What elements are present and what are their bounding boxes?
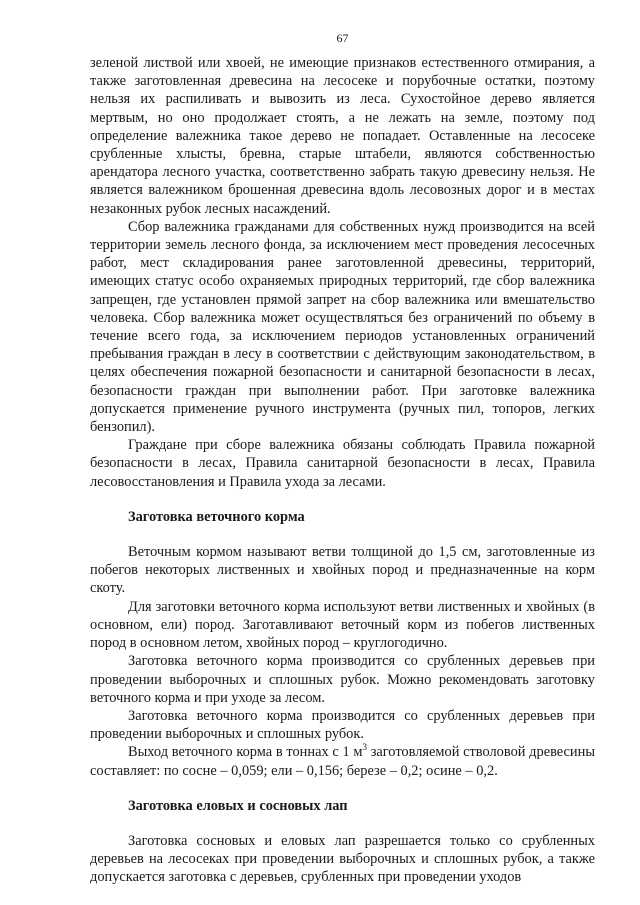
paragraph-deadwood-definition: зеленой листвой или хвоей, не имеющие признаков естественного отмирания, а также заготовленная древесина на лесосеке и порубочные остатки, поэтому нельзя их распиливать и вывозить из леса. Сухостойное дерево является мертвым, но оно продолжает стоять, а не лежать на земле, поэтому под определение валежника такое дерево не попадает. Оставленные на лесосеке срубленные хлысты, бревна, старые штабели, являются собственностью арендатора лесного участка, соответственно забрать такую древесину нельзя. Не является валежником брошенная древесина вдоль лесовозных дорог и в местах незаконных рубок лесных насаждений. [90,55,595,217]
page-number: 67 [336,31,349,45]
spacer [90,491,595,508]
spacer [90,815,595,832]
section-heading-branch-feed: Заготовка веточного корма [128,508,305,525]
paragraph-branch-feed-harvest: Заготовка веточного корма производится со срубленных деревьев при проведении выборочных и сплошных рубок. Можно рекомендовать заготовку веточного корма и при уходе за лесом. [90,653,595,706]
cubic-superscript: 3 [362,742,367,753]
paragraph-branch-feed-felling: Заготовка веточного корма производится со срубленных деревьев при проведении выборочных и сплошных рубок. [90,707,595,743]
yield-text-end: заготовляемой стволовой древесины составляет: по сосне – 0,059; ели – 0,156; березе – 0,2; осине – 0,2. [90,744,595,779]
spacer [90,780,595,797]
paragraph-branch-feed-definition: Веточным кормом называют ветви толщиной до 1,5 см, заготовленные из побегов некоторых лиственных и хвойных пород и предназначенные на корм скоту. [90,544,595,597]
paragraph-branch-feed-species: Для заготовки веточного корма используют ветви лиственных и хвойных (в основном, ели) пород. Заготавливают веточный корм из побегов лиственных пород в основном летом, хвойных пород – круглогодично. [90,598,595,652]
paragraph-branch-feed-yield [90,743,595,779]
section-heading-spruce-pine: Заготовка еловых и сосновых лап [128,797,348,814]
document-page [90,30,595,887]
yield-text-start: Выход веточного корма в тоннах с 1 м [128,744,363,761]
paragraph-spruce-pine-harvest: Заготовка сосновых и еловых лап разрешается только со срубленных деревьев на лесосеках при проведении выборочных и сплошных рубок, а также допускается заготовка с деревьев, срубленных при проведении уходов [90,832,595,886]
paragraph-deadwood-rules: Граждане при сборе валежника обязаны соблюдать Правила пожарной безопасности в лесах, Правила санитарной безопасности в лесах, Правила лесовосстановления и Правила ухода за лесами. [90,437,595,490]
spacer [90,526,595,543]
paragraph-deadwood-collection: Сбор валежника гражданами для собственных нужд производится на всей территории земель лесного фонда, за исключением мест проведения лесосечных работ, мест складирования ранее заготовленной древесины, территорий, имеющих статус особо охраняемых природных территорий, где сбор валежника запрещен, где установлен прямой запрет на сбор валежника или вмешательство человека. Сбор валежника может осуществляться без ограничений по объему в течение всего года, за исключением периодов установленных ограничений пребывания граждан в лесу в соответствии с действующим законодательством, в целях обеспечения пожарной безопасности и санитарной безопасности в лесах, безопасности граждан при выполнении работ. При заготовке валежника допускается применение ручного инструмента (ручных пил, топоров, легких бензопил). [90,218,595,436]
